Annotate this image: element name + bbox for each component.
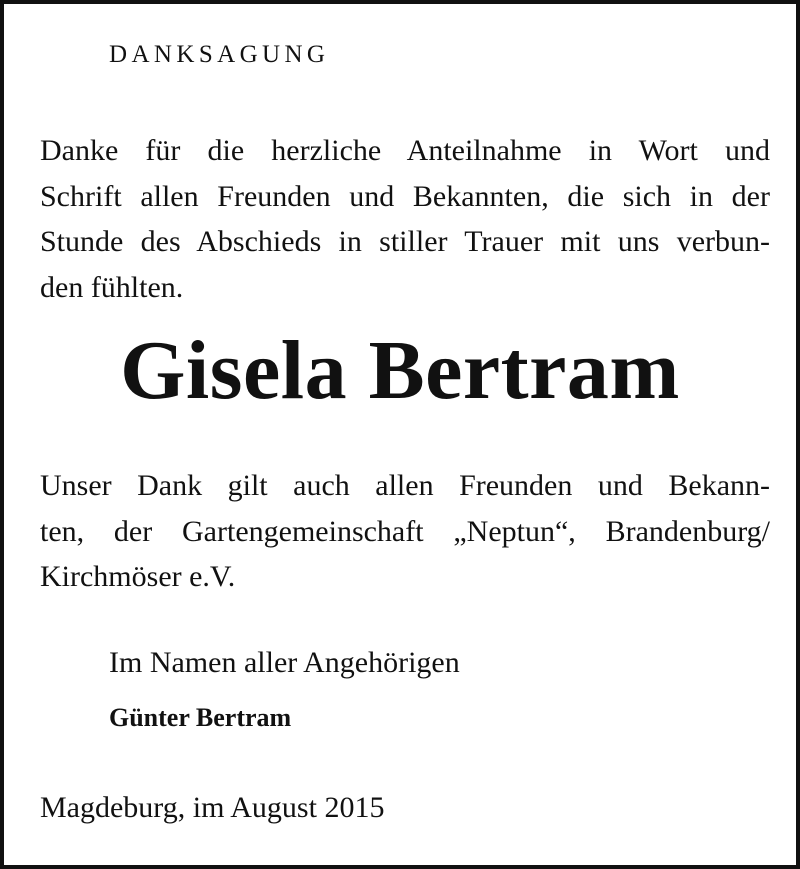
notice-heading: DANKSAGUNG (109, 41, 330, 68)
closing-line: Im Namen aller Angehörigen (109, 646, 460, 679)
intro-line: Stunde des Abschieds in stiller Trauer mit uns verbun- (40, 225, 770, 258)
thanks-line: ten, der Gartengemeinschaft „Neptun“, Brandenburg/ (40, 514, 770, 548)
intro-line: den fühlten. (40, 270, 184, 304)
intro-paragraph (40, 128, 770, 310)
thanks-line: Kirchmöser e.V. (40, 560, 236, 593)
thanks-line: Unser Dank gilt auch allen Freunden und Bekann- (40, 469, 770, 502)
signer-name: Günter Bertram (109, 703, 292, 732)
deceased-name: Gisela Bertram (120, 324, 680, 417)
intro-line: Schrift allen Freunden und Bekannten, die sich in der (40, 179, 770, 213)
intro-line: Danke für die herzliche Anteilnahme in Wort und (40, 134, 770, 167)
place-date: Magdeburg, im August 2015 (40, 791, 385, 824)
thanks-paragraph (40, 463, 770, 600)
